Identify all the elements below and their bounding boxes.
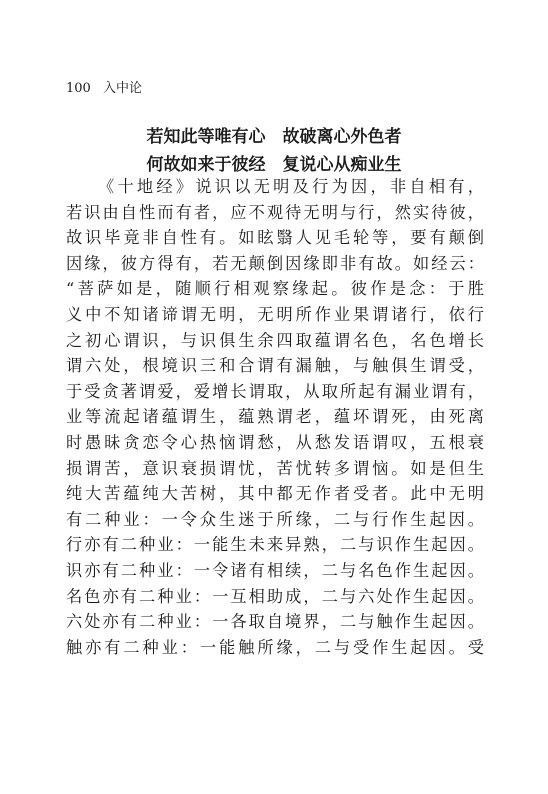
body-line: 故识毕竟非自性有。如眩翳人见毛轮等，要有颠倒 xyxy=(66,228,484,248)
body-line: 触亦有二种业：一能触所缘，二与受作生起因。受 xyxy=(66,637,484,657)
page-number: 100 xyxy=(66,81,91,96)
body-text xyxy=(66,174,484,660)
body-line: “菩萨如是，随顺行相观察缘起。彼作是念：于胜 xyxy=(66,279,484,299)
body-line: 谓六处，根境识三和合谓有漏触，与触俱生谓受， xyxy=(66,356,484,376)
body-line: 识亦有二种业：一令诸有相续，二与名色作生起因。 xyxy=(66,560,484,580)
body-line: 《十地经》说识以无明及行为因，非自相有， xyxy=(98,177,484,196)
body-line: 纯大苦蕴纯大苦树，其中都无作者受者。此中无明 xyxy=(66,484,484,504)
body-line: 业等流起诸蕴谓生，蕴熟谓老，蕴坏谓死，由死离 xyxy=(66,407,484,427)
body-line: 行亦有二种业：一能生未来异熟，二与识作生起因。 xyxy=(66,535,484,555)
verse-heading-line-2: 何故如来于彼经 复说心从痴业生 xyxy=(146,155,402,175)
body-line: 时愚昧贪恋令心热恼谓愁，从愁发语谓叹，五根衰 xyxy=(66,432,484,452)
body-line: 名色亦有二种业：一互相助成，二与六处作生起因。 xyxy=(66,586,484,606)
book-title: 入中论 xyxy=(102,81,142,96)
body-line: 损谓苦，意识衰损谓忧，苦忧转多谓恼。如是但生 xyxy=(66,458,484,478)
body-line: 六处亦有二种业：一各取自境界，二与触作生起因。 xyxy=(66,612,484,632)
body-line: 于受贪著谓爱，爱增长谓取，从取所起有漏业谓有， xyxy=(66,381,484,401)
body-line: 有二种业：一令众生迷于所缘，二与行作生起因。 xyxy=(66,509,484,529)
body-line: 若识由自性而有者，应不观待无明与行，然实待彼， xyxy=(66,202,484,222)
body-line: 义中不知诸谛谓无明，无明所作业果谓诸行，依行 xyxy=(66,304,484,324)
body-line: 因缘，彼方得有，若无颠倒因缘即非有故。如经云： xyxy=(66,253,484,273)
verse-heading-line-1: 若知此等唯有心 故破离心外色者 xyxy=(146,127,402,147)
running-header xyxy=(66,77,142,96)
body-line: 之初心谓识，与识俱生余四取蕴谓名色，名色增长 xyxy=(66,330,484,350)
